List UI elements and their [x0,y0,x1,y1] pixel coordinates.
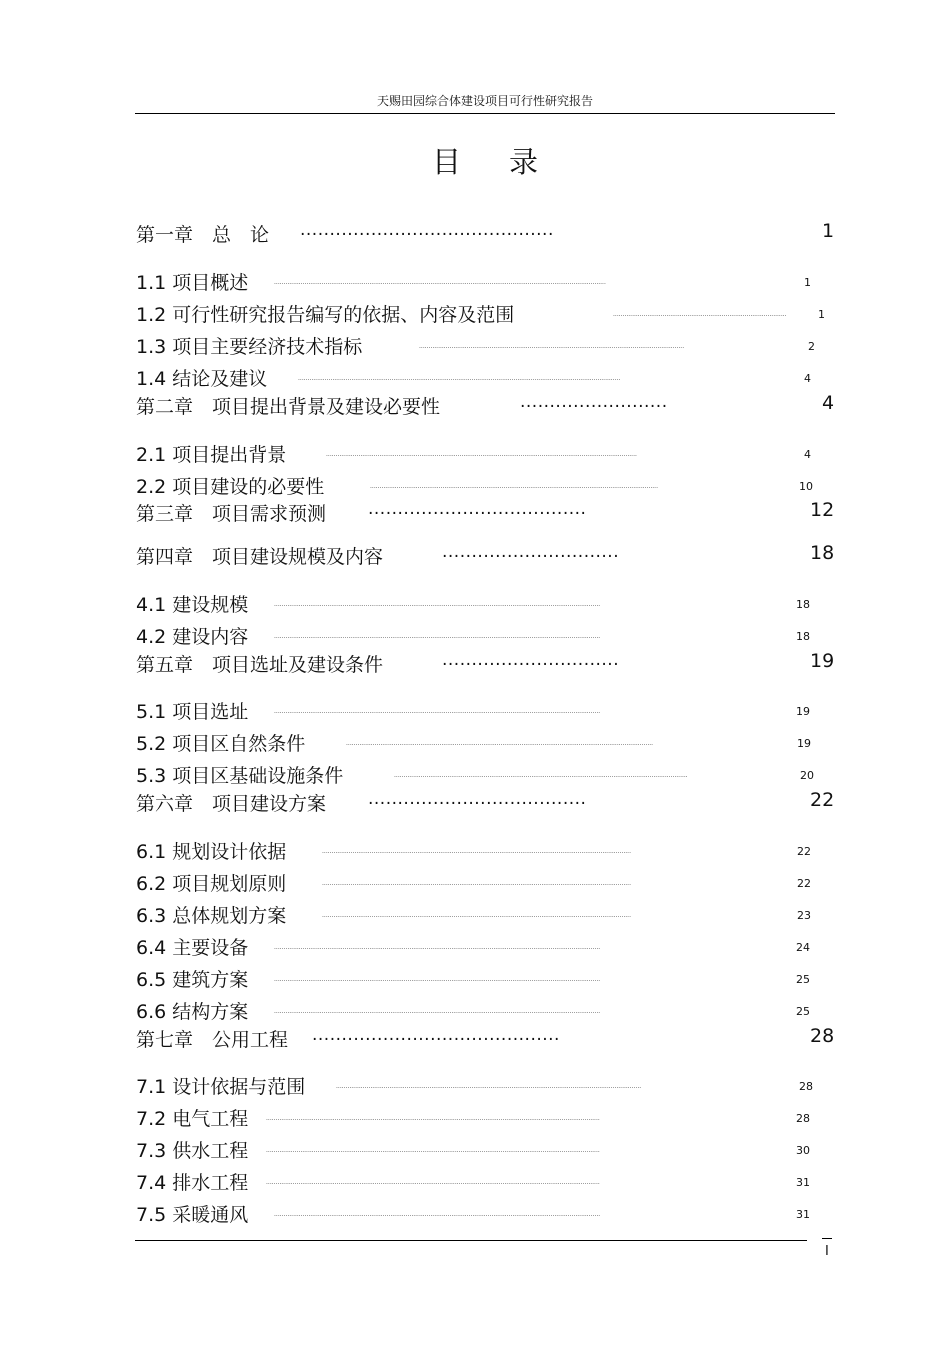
toc-title: 目录 [431,145,586,179]
toc-page-number: 22 [797,877,811,890]
toc-page-number: 23 [797,909,811,922]
toc-entry-label: 7.5 采暖通风 [136,1204,249,1226]
toc-page-number: 18 [796,598,810,611]
toc-leader-dots: ................................................................................................................................................................... [326,451,637,458]
toc-leader-dots: ......................................................................................................................................................................... [298,375,621,382]
toc-leader-dots: ........................................................................................... [613,311,787,318]
toc-page-number: 18 [810,542,835,564]
toc-section-1-2[interactable] [136,300,950,326]
toc-leader-dots: .............................. [442,542,620,562]
toc-page-number: 1 [804,276,811,289]
toc-leader-dots: .......................................................................................................................................................... [394,772,688,779]
footer-page-mark [822,1238,832,1239]
toc-chapter-5[interactable] [136,650,950,676]
toc-entry-label: 2.2 项目建设的必要性 [136,476,325,498]
toc-leader-dots: ............................................................................................................................................................................... [266,1147,600,1154]
footer-page-number: I [825,1244,829,1259]
toc-section-6-2[interactable] [136,869,950,895]
toc-leader-dots: ..................................... [368,789,587,809]
toc-entry-label: 7.3 供水工程 [136,1140,249,1162]
toc-section-7-2[interactable] [136,1104,950,1130]
toc-section-4-2[interactable] [136,622,950,648]
toc-page-number: 19 [810,650,835,672]
toc-chapter-2[interactable] [136,392,950,418]
toc-page-number: 25 [796,973,810,986]
toc-leader-dots: ........................................... [300,220,554,240]
toc-entry-label: 1.3 项目主要经济技术指标 [136,336,363,358]
toc-section-1-1[interactable] [136,268,950,294]
toc-leader-dots: ........................................................................................................................................................................... [274,976,601,983]
toc-leader-dots: ..................................... [368,499,587,519]
toc-page-number: 31 [796,1176,810,1189]
toc-page-number: 4 [804,448,811,461]
toc-page-number: 2 [808,340,815,353]
header-rule [135,113,835,114]
toc-page-number: 22 [810,789,835,811]
toc-entry-label: 4.1 建设规模 [136,594,249,616]
toc-entry-label: 6.2 项目规划原则 [136,873,287,895]
toc-leader-dots: ....................................................................................................................................................... [370,483,658,490]
toc-leader-dots: .......................................... [312,1025,560,1045]
toc-section-1-4[interactable] [136,364,950,390]
toc-page-number: 12 [810,499,835,521]
toc-section-6-6[interactable] [136,997,950,1023]
toc-section-7-5[interactable] [136,1200,950,1226]
toc-entry-label: 5.3 项目区基础设施条件 [136,765,344,787]
toc-leader-dots: .................................................................................................................................................................. [322,880,631,887]
toc-entry-label: 第四章 项目建设规模及内容 [136,546,384,568]
toc-section-6-4[interactable] [136,933,950,959]
toc-chapter-6[interactable] [136,789,950,815]
toc-page-number: 20 [800,769,814,782]
toc-entry-label: 1.1 项目概述 [136,272,249,294]
footer-rule [135,1240,807,1241]
toc-leader-dots: ........................................................................................................................................................................... [274,601,601,608]
toc-page-number: 25 [796,1005,810,1018]
toc-section-2-2[interactable] [136,472,950,498]
toc-leader-dots: ........................................................................................................................................................................... [274,1211,601,1218]
toc-entry-label: 第五章 项目选址及建设条件 [136,654,384,676]
toc-leader-dots: ........................................................................................................................................... [419,343,685,350]
toc-leader-dots: ........................................................................................................................................................................... [274,1008,601,1015]
toc-page-number: 4 [822,392,835,414]
toc-leader-dots: .............................................................................................................................................................................. [274,279,606,286]
toc-page-number: 30 [796,1144,810,1157]
toc-entry-label: 6.3 总体规划方案 [136,905,287,927]
toc-section-7-1[interactable] [136,1072,950,1098]
toc-chapter-1[interactable] [136,220,950,246]
toc-entry-label: 第一章 总 论 [136,224,270,246]
toc-section-7-3[interactable] [136,1136,950,1162]
toc-page-number: 31 [796,1208,810,1221]
toc-entry-label: 1.2 可行性研究报告编写的依据、内容及范围 [136,304,515,326]
toc-leader-dots: ........................................................................................................................................................................... [274,633,601,640]
toc-page-number: 28 [799,1080,813,1093]
toc-section-5-3[interactable] [136,761,950,787]
toc-leader-dots: .................................................................................................................................................................. [322,912,631,919]
toc-leader-dots: ............................................................................................................................................................................... [266,1115,600,1122]
toc-chapter-4[interactable] [136,542,950,568]
toc-page-number: 28 [810,1025,835,1047]
toc-entry-label: 第六章 项目建设方案 [136,793,327,815]
toc-page-number: 24 [796,941,810,954]
toc-entry-label: 第七章 公用工程 [136,1029,289,1051]
toc-page-number: 19 [796,705,810,718]
toc-entry-label: 6.1 规划设计依据 [136,841,287,863]
toc-page-number: 1 [818,308,825,321]
toc-entry-label: 6.6 结构方案 [136,1001,249,1023]
toc-entry-label: 7.2 电气工程 [136,1108,249,1130]
toc-page-number: 10 [799,480,813,493]
toc-section-6-1[interactable] [136,837,950,863]
toc-section-6-3[interactable] [136,901,950,927]
toc-entry-label: 4.2 建设内容 [136,626,249,648]
toc-leader-dots: ................................................................................................................................................................ [336,1083,642,1090]
toc-leader-dots: .................................................................................................................................................................. [322,848,631,855]
toc-section-6-5[interactable] [136,965,950,991]
toc-entry-label: 第二章 项目提出背景及建设必要性 [136,396,441,418]
toc-page-number: 19 [797,737,811,750]
toc-leader-dots: ............................................................................................................................................................................... [266,1179,600,1186]
toc-page-number: 1 [822,220,835,242]
toc-entry-label: 7.4 排水工程 [136,1172,249,1194]
toc-entry-label: 6.5 建筑方案 [136,969,249,991]
toc-section-1-3[interactable] [136,332,950,358]
toc-entry-label: 5.2 项目区自然条件 [136,733,306,755]
toc-leader-dots: ........................................................................................................................................................................... [274,944,601,951]
toc-section-5-1[interactable] [136,697,950,723]
toc-chapter-3[interactable] [136,499,950,525]
toc-page-number: 28 [796,1112,810,1125]
toc-leader-dots: ................................................................................................................................................................. [346,740,654,747]
toc-leader-dots: ........................................................................................................................................................................... [274,708,601,715]
toc-section-4-1[interactable] [136,590,950,616]
toc-entry-label: 7.1 设计依据与范围 [136,1076,306,1098]
toc-page-number: 4 [804,372,811,385]
toc-page-number: 22 [797,845,811,858]
toc-entry-label: 1.4 结论及建议 [136,368,268,390]
toc-section-2-1[interactable] [136,440,950,466]
toc-entry-label: 5.1 项目选址 [136,701,249,723]
toc-leader-dots: .............................. [442,650,620,670]
toc-entry-label: 2.1 项目提出背景 [136,444,287,466]
toc-leader-dots: ......................... [520,392,668,412]
toc-section-5-2[interactable] [136,729,950,755]
toc-section-7-4[interactable] [136,1168,950,1194]
running-header: 天赐田园综合体建设项目可行性研究报告 [376,94,593,108]
toc-entry-label: 6.4 主要设备 [136,937,249,959]
toc-entry-label: 第三章 项目需求预测 [136,503,327,525]
toc-chapter-7[interactable] [136,1025,950,1051]
toc-page-number: 18 [796,630,810,643]
